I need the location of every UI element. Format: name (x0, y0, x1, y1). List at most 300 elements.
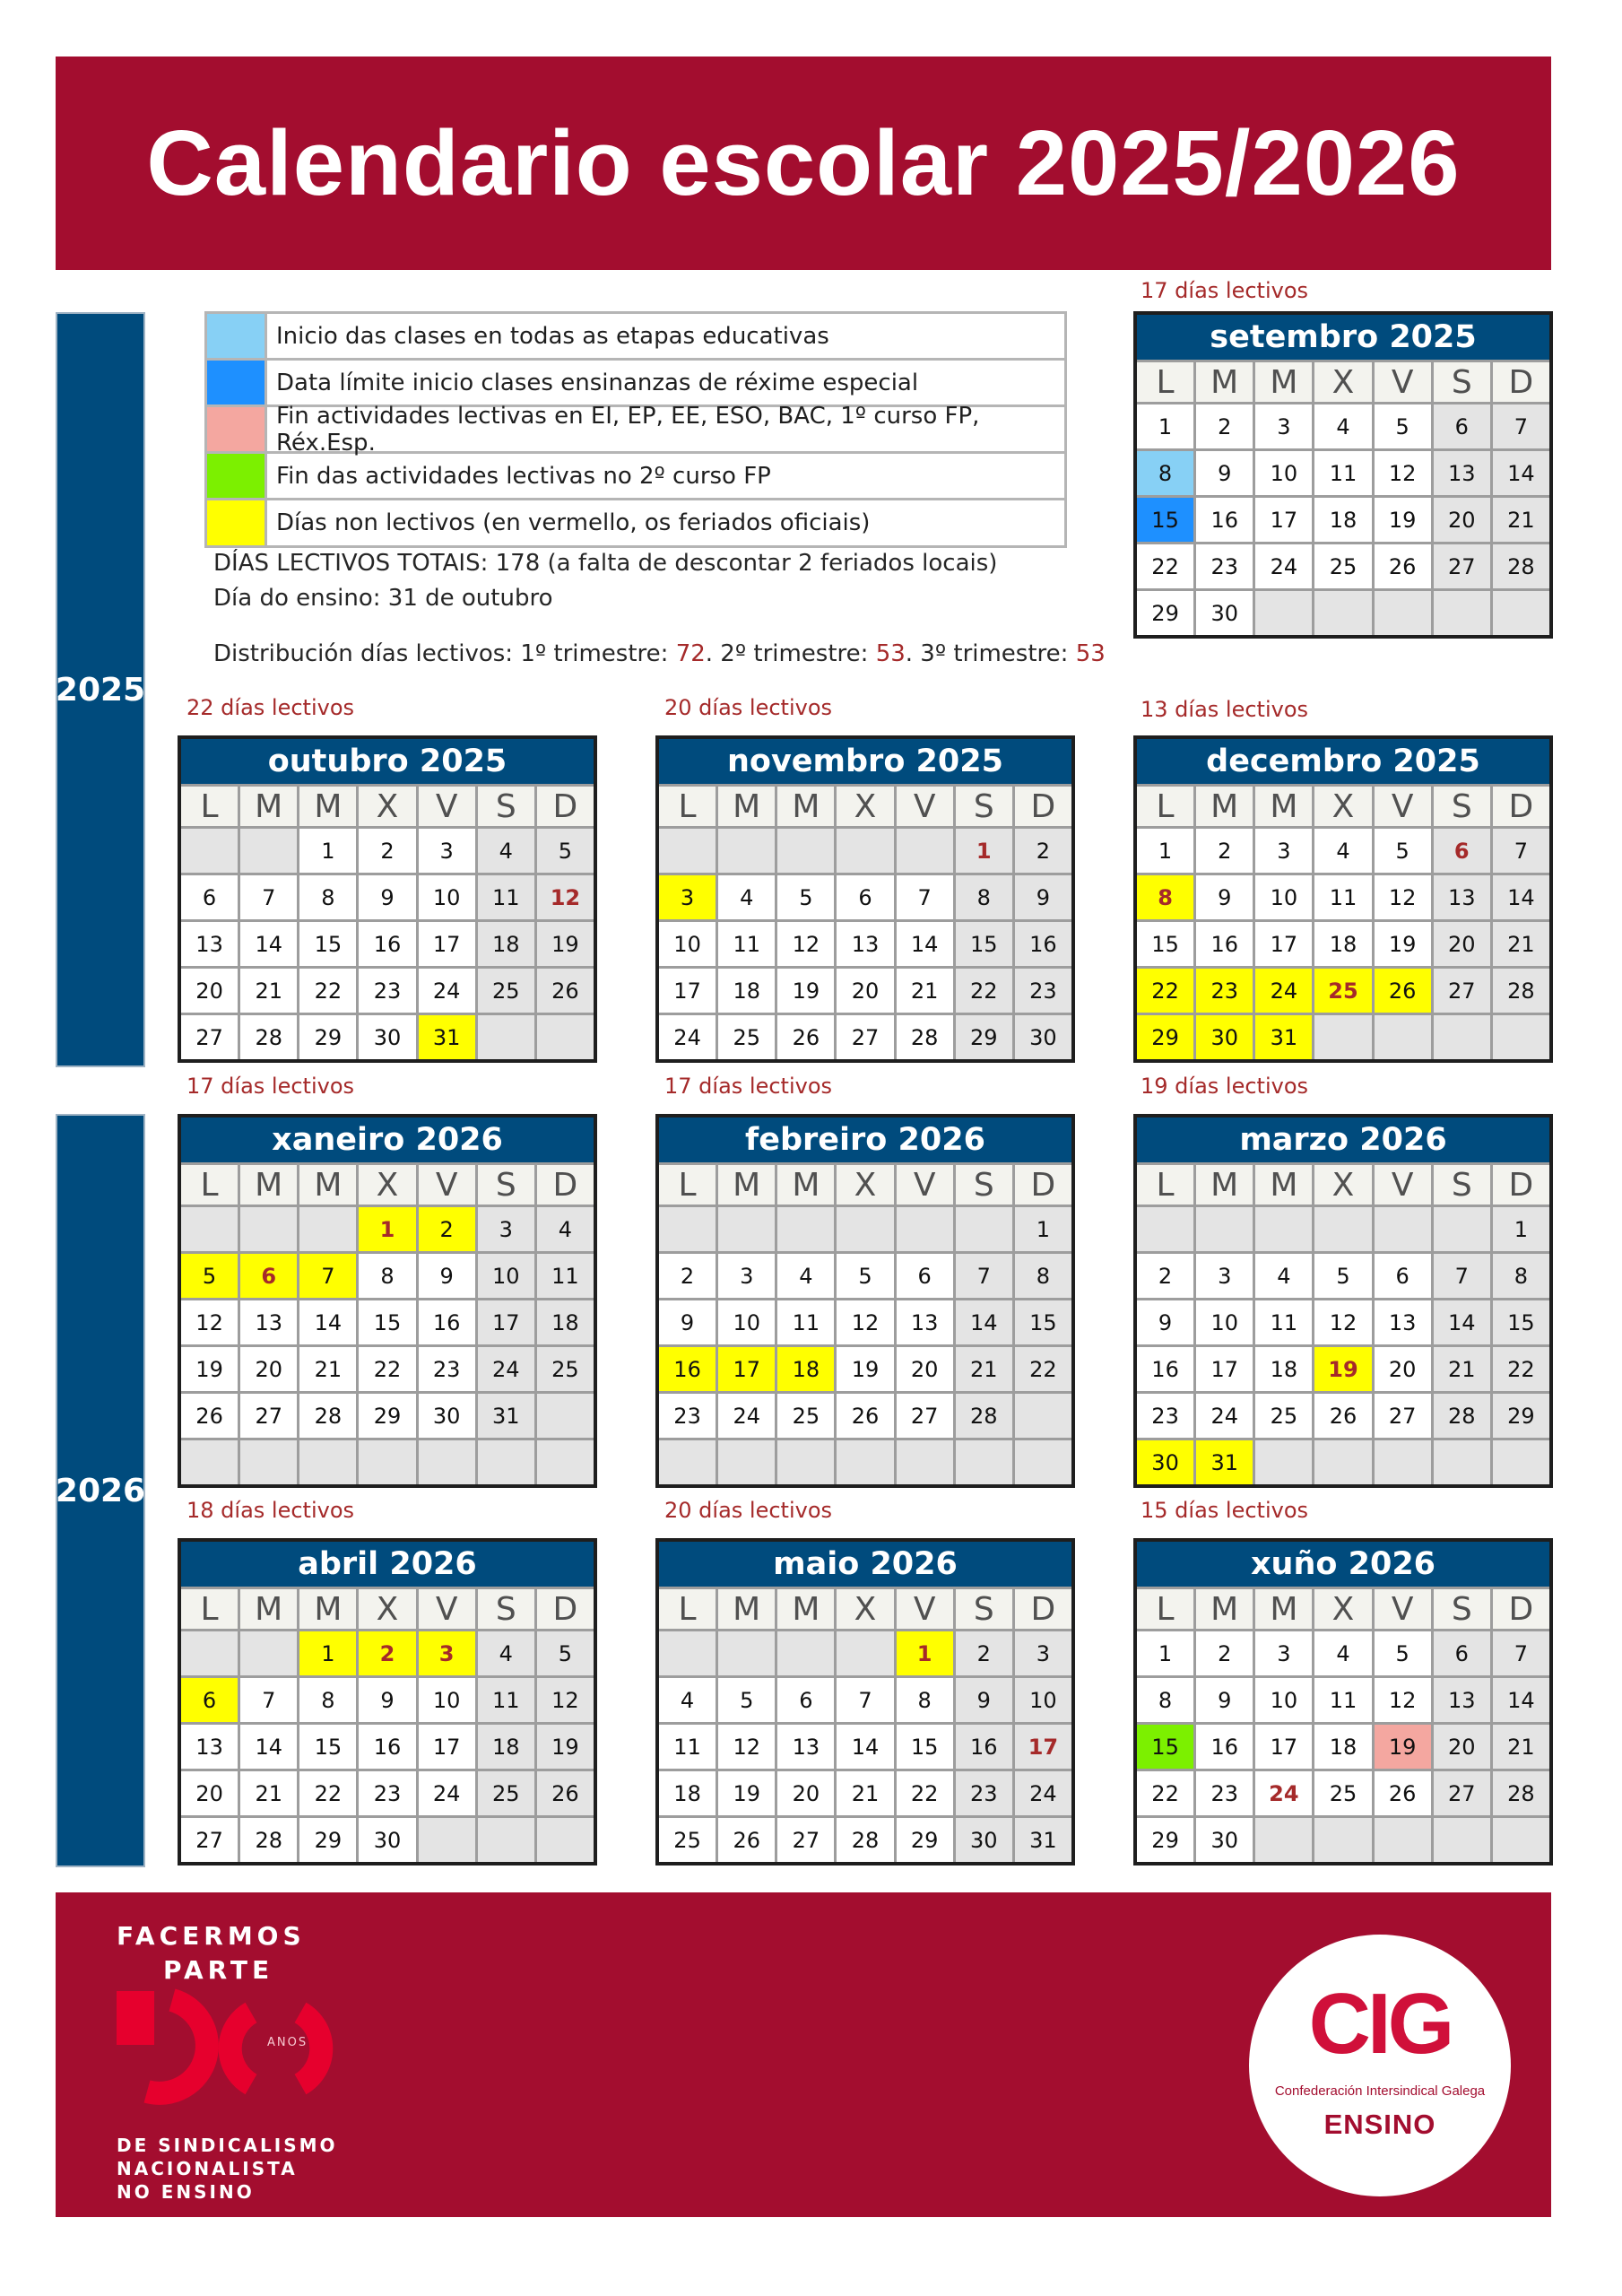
month-calendar (1133, 1538, 1553, 1866)
day-cell: 1 (956, 829, 1012, 873)
weekday-header: S (1434, 1165, 1490, 1205)
empty-cell (1434, 1207, 1490, 1251)
day-cell: 12 (537, 1678, 594, 1722)
day-cell: 28 (299, 1394, 356, 1438)
day-cell: 27 (1434, 1771, 1490, 1815)
day-cell: 5 (1375, 404, 1431, 448)
lective-days-label: 17 días lectivos (664, 1074, 833, 1099)
day-cell: 1 (897, 1631, 953, 1675)
month-title: setembro 2025 (1137, 315, 1549, 360)
day-cell: 8 (1137, 875, 1193, 919)
month-calendar (178, 1114, 597, 1488)
day-cell: 30 (1015, 1015, 1071, 1059)
day-cell: 1 (299, 829, 356, 873)
day-cell: 20 (897, 1347, 953, 1391)
legend-swatch (207, 500, 267, 545)
empty-cell (478, 1818, 534, 1862)
empty-cell (837, 829, 893, 873)
weekday-header: D (1493, 787, 1549, 826)
day-cell: 20 (1434, 922, 1490, 966)
day-cell: 30 (359, 1818, 415, 1862)
day-cell: 28 (240, 1015, 297, 1059)
weekday-header: M (299, 1165, 356, 1205)
title-banner (56, 57, 1551, 270)
empty-cell (659, 829, 716, 873)
day-cell: 16 (1137, 1347, 1193, 1391)
day-cell: 11 (478, 875, 534, 919)
day-cell: 31 (1255, 1015, 1312, 1059)
day-cell: 19 (181, 1347, 238, 1391)
weekday-header: M (1196, 362, 1253, 402)
day-cell: 13 (837, 922, 893, 966)
day-cell: 23 (1196, 1771, 1253, 1815)
weekday-header: M (1255, 1589, 1312, 1629)
day-cell: 14 (299, 1300, 356, 1344)
weekday-header: M (240, 787, 297, 826)
year-label-2025: 2025 (55, 671, 146, 709)
day-cell: 17 (1015, 1725, 1071, 1769)
empty-cell (1375, 1818, 1431, 1862)
logo-bottom-3: NO ENSINO (117, 2181, 255, 2203)
day-cell: 5 (837, 1254, 893, 1298)
day-cell: 13 (897, 1300, 953, 1344)
day-cell: 20 (777, 1771, 834, 1815)
day-cell: 17 (718, 1347, 775, 1391)
weekday-header: V (1375, 1165, 1431, 1205)
day-cell: 16 (1196, 922, 1253, 966)
day-cell: 22 (1137, 969, 1193, 1013)
day-cell: 11 (777, 1300, 834, 1344)
day-cell: 21 (956, 1347, 1012, 1391)
day-cell: 18 (1314, 498, 1371, 542)
day-cell: 25 (718, 1015, 775, 1059)
day-cell: 15 (299, 922, 356, 966)
day-cell: 3 (478, 1207, 534, 1251)
day-cell: 23 (659, 1394, 716, 1438)
day-cell: 24 (718, 1394, 775, 1438)
empty-cell (1375, 591, 1431, 635)
day-cell: 14 (1493, 451, 1549, 495)
legend-label: Fin das actividades lectivas no 2º curso FP (276, 462, 771, 490)
empty-cell (478, 1015, 534, 1059)
day-cell: 13 (181, 1725, 238, 1769)
cig-letters: CIG (1308, 1976, 1452, 2072)
weekday-header: V (897, 1589, 953, 1629)
day-cell: 3 (419, 1631, 475, 1675)
day-cell: 4 (718, 875, 775, 919)
legend-item (207, 402, 1064, 457)
day-cell: 7 (240, 1678, 297, 1722)
day-cell: 3 (1015, 1631, 1071, 1675)
day-cell: 10 (718, 1300, 775, 1344)
day-cell: 7 (1493, 829, 1549, 873)
weekday-header: D (1493, 1165, 1549, 1205)
empty-cell (1314, 1207, 1371, 1251)
day-cell: 17 (659, 969, 716, 1013)
day-cell: 21 (1493, 922, 1549, 966)
legend-item (207, 454, 1064, 500)
day-cell: 28 (1493, 544, 1549, 588)
day-cell: 26 (1375, 544, 1431, 588)
day-cell: 27 (897, 1394, 953, 1438)
day-cell: 12 (777, 922, 834, 966)
weekday-header: L (1137, 787, 1193, 826)
day-cell: 13 (181, 922, 238, 966)
day-cell: 15 (359, 1300, 415, 1344)
fifty-years-logo (117, 1921, 403, 2203)
day-cell: 8 (897, 1678, 953, 1722)
day-cell: 19 (1375, 1725, 1431, 1769)
month-calendar (655, 1114, 1075, 1488)
empty-cell (1255, 1818, 1312, 1862)
empty-cell (659, 1440, 716, 1484)
day-cell: 7 (240, 875, 297, 919)
day-cell: 19 (718, 1771, 775, 1815)
empty-cell (718, 1440, 775, 1484)
lective-days-label: 18 días lectivos (186, 1498, 355, 1523)
legend-item (207, 500, 1064, 545)
weekday-header: M (240, 1165, 297, 1205)
day-cell: 8 (359, 1254, 415, 1298)
empty-cell (1493, 1440, 1549, 1484)
day-cell: 24 (419, 969, 475, 1013)
month-title: maio 2026 (659, 1542, 1071, 1587)
day-cell: 14 (1493, 1678, 1549, 1722)
weekday-header: X (359, 787, 415, 826)
day-cell: 26 (718, 1818, 775, 1862)
day-cell: 5 (1314, 1254, 1371, 1298)
day-cell: 21 (299, 1347, 356, 1391)
day-grid (1137, 360, 1549, 635)
day-cell: 19 (537, 922, 594, 966)
day-cell: 27 (1434, 544, 1490, 588)
weekday-header: V (897, 787, 953, 826)
weekday-header: D (1015, 787, 1071, 826)
empty-cell (659, 1207, 716, 1251)
day-grid (659, 784, 1071, 1059)
empty-cell (956, 1207, 1012, 1251)
day-cell: 11 (1314, 451, 1371, 495)
day-cell: 8 (1137, 451, 1193, 495)
weekday-header: X (1314, 787, 1371, 826)
weekday-header: S (956, 1589, 1012, 1629)
day-cell: 12 (837, 1300, 893, 1344)
day-cell: 22 (1493, 1347, 1549, 1391)
day-cell: 22 (897, 1771, 953, 1815)
weekday-header: S (1434, 787, 1490, 826)
weekday-header: S (478, 1165, 534, 1205)
day-cell: 23 (419, 1347, 475, 1391)
day-cell: 6 (1434, 404, 1490, 448)
day-cell: 1 (1493, 1207, 1549, 1251)
day-cell: 29 (956, 1015, 1012, 1059)
day-cell: 22 (1137, 1771, 1193, 1815)
day-cell: 18 (1314, 922, 1371, 966)
day-cell: 3 (1255, 829, 1312, 873)
day-cell: 9 (659, 1300, 716, 1344)
day-cell: 29 (897, 1818, 953, 1862)
day-cell: 6 (777, 1678, 834, 1722)
cig-subtitle: Confederación Intersindical Galega (1274, 2083, 1486, 2099)
day-cell: 21 (1434, 1347, 1490, 1391)
day-cell: 17 (1196, 1347, 1253, 1391)
day-cell: 19 (837, 1347, 893, 1391)
lective-days-label: 20 días lectivos (664, 695, 833, 720)
fifty-graphic-icon (117, 1984, 359, 2109)
weekday-header: X (837, 1589, 893, 1629)
day-cell: 12 (1375, 1678, 1431, 1722)
day-cell: 4 (1314, 404, 1371, 448)
logo-anos: ANOS (267, 2036, 308, 2049)
empty-cell (718, 829, 775, 873)
day-cell: 23 (359, 969, 415, 1013)
day-cell: 22 (956, 969, 1012, 1013)
teaching-day-text: Día do ensino: 31 de outubro (213, 585, 553, 612)
weekday-header: D (537, 1589, 594, 1629)
day-cell: 24 (1196, 1394, 1253, 1438)
day-cell: 13 (1434, 451, 1490, 495)
day-cell: 28 (1493, 969, 1549, 1013)
day-cell: 1 (1137, 404, 1193, 448)
day-cell: 14 (837, 1725, 893, 1769)
day-cell: 5 (777, 875, 834, 919)
day-cell: 6 (1375, 1254, 1431, 1298)
weekday-header: D (537, 1165, 594, 1205)
day-cell: 6 (181, 1678, 238, 1722)
day-cell: 14 (956, 1300, 1012, 1344)
day-cell: 27 (777, 1818, 834, 1862)
weekday-header: V (419, 1165, 475, 1205)
day-cell: 12 (181, 1300, 238, 1344)
day-cell: 9 (359, 1678, 415, 1722)
day-cell: 28 (1493, 1771, 1549, 1815)
weekday-header: M (240, 1589, 297, 1629)
day-cell: 22 (1137, 544, 1193, 588)
weekday-header: V (419, 787, 475, 826)
day-cell: 22 (359, 1347, 415, 1391)
day-cell: 16 (359, 1725, 415, 1769)
day-cell: 27 (181, 1015, 238, 1059)
day-cell: 7 (1493, 404, 1549, 448)
day-cell: 4 (537, 1207, 594, 1251)
weekday-header: M (1196, 1165, 1253, 1205)
day-cell: 25 (478, 1771, 534, 1815)
day-cell: 23 (1196, 969, 1253, 1013)
day-cell: 5 (537, 829, 594, 873)
day-cell: 2 (956, 1631, 1012, 1675)
day-cell: 6 (1434, 829, 1490, 873)
empty-cell (478, 1440, 534, 1484)
weekday-header: L (1137, 1589, 1193, 1629)
lective-days-label: 20 días lectivos (664, 1498, 833, 1523)
day-cell: 25 (537, 1347, 594, 1391)
day-cell: 9 (1196, 451, 1253, 495)
day-cell: 20 (1434, 1725, 1490, 1769)
lective-days-label: 17 días lectivos (186, 1074, 355, 1099)
day-cell: 16 (1196, 498, 1253, 542)
day-cell: 2 (419, 1207, 475, 1251)
month-title: xuño 2026 (1137, 1542, 1549, 1587)
lective-days-label: 22 días lectivos (186, 695, 355, 720)
empty-cell (1255, 591, 1312, 635)
day-cell: 24 (1255, 544, 1312, 588)
weekday-header: X (837, 787, 893, 826)
weekday-header: V (1375, 787, 1431, 826)
day-cell: 30 (956, 1818, 1012, 1862)
day-cell: 9 (1196, 1678, 1253, 1722)
day-cell: 4 (777, 1254, 834, 1298)
day-cell: 4 (1314, 829, 1371, 873)
weekday-header: S (478, 787, 534, 826)
day-cell: 22 (299, 1771, 356, 1815)
empty-cell (777, 829, 834, 873)
day-cell: 8 (1493, 1254, 1549, 1298)
day-cell: 12 (1314, 1300, 1371, 1344)
weekday-header: X (359, 1165, 415, 1205)
day-cell: 5 (1375, 1631, 1431, 1675)
day-cell: 26 (537, 1771, 594, 1815)
day-cell: 24 (1255, 1771, 1312, 1815)
empty-cell (1015, 1394, 1071, 1438)
logo-line-2: PARTE (163, 1955, 274, 1985)
day-cell: 11 (659, 1725, 716, 1769)
day-cell: 9 (1015, 875, 1071, 919)
day-cell: 19 (1375, 498, 1431, 542)
day-cell: 20 (181, 969, 238, 1013)
day-cell: 9 (1196, 875, 1253, 919)
weekday-header: X (359, 1589, 415, 1629)
day-cell: 11 (718, 922, 775, 966)
empty-cell (1314, 591, 1371, 635)
day-cell: 31 (1015, 1818, 1071, 1862)
day-grid (181, 784, 594, 1059)
year-label-2026: 2026 (55, 1472, 146, 1509)
weekday-header: L (659, 787, 716, 826)
empty-cell (1493, 1015, 1549, 1059)
day-cell: 27 (1434, 969, 1490, 1013)
day-cell: 18 (1314, 1725, 1371, 1769)
day-cell: 18 (718, 969, 775, 1013)
day-cell: 31 (419, 1015, 475, 1059)
day-cell: 10 (1196, 1300, 1253, 1344)
day-cell: 15 (1137, 498, 1193, 542)
weekday-header: M (718, 1165, 775, 1205)
day-cell: 14 (1493, 875, 1549, 919)
weekday-header: M (777, 1589, 834, 1629)
day-cell: 7 (837, 1678, 893, 1722)
empty-cell (181, 1631, 238, 1675)
day-cell: 29 (299, 1015, 356, 1059)
day-cell: 27 (837, 1015, 893, 1059)
day-cell: 16 (659, 1347, 716, 1391)
day-cell: 15 (956, 922, 1012, 966)
day-cell: 16 (1196, 1725, 1253, 1769)
day-cell: 27 (240, 1394, 297, 1438)
weekday-header: S (478, 1589, 534, 1629)
day-grid (1137, 1162, 1549, 1484)
day-cell: 25 (1314, 969, 1371, 1013)
day-cell: 9 (419, 1254, 475, 1298)
weekday-header: V (897, 1165, 953, 1205)
day-cell: 8 (299, 1678, 356, 1722)
legend-label: Días non lectivos (en vermello, os feriados oficiais) (276, 509, 871, 536)
legend-swatch (207, 407, 267, 451)
day-cell: 30 (1196, 1015, 1253, 1059)
empty-cell (537, 1394, 594, 1438)
empty-cell (1375, 1015, 1431, 1059)
day-cell: 4 (659, 1678, 716, 1722)
day-cell: 15 (1015, 1300, 1071, 1344)
empty-cell (537, 1015, 594, 1059)
day-cell: 23 (1196, 544, 1253, 588)
day-cell: 29 (1137, 591, 1193, 635)
day-cell: 30 (1196, 591, 1253, 635)
legend-item (207, 361, 1064, 407)
day-cell: 17 (419, 1725, 475, 1769)
empty-cell (299, 1440, 356, 1484)
day-cell: 5 (1375, 829, 1431, 873)
day-cell: 20 (181, 1771, 238, 1815)
day-cell: 18 (1255, 1347, 1312, 1391)
empty-cell (956, 1440, 1012, 1484)
weekday-header: X (1314, 1589, 1371, 1629)
day-cell: 4 (478, 829, 534, 873)
day-cell: 25 (478, 969, 534, 1013)
empty-cell (1314, 1015, 1371, 1059)
day-cell: 8 (299, 875, 356, 919)
day-cell: 14 (1434, 1300, 1490, 1344)
legend-swatch (207, 361, 267, 404)
day-cell: 23 (1015, 969, 1071, 1013)
empty-cell (897, 1207, 953, 1251)
day-cell: 5 (181, 1254, 238, 1298)
empty-cell (240, 1631, 297, 1675)
weekday-header: V (1375, 362, 1431, 402)
day-cell: 20 (837, 969, 893, 1013)
day-cell: 1 (299, 1631, 356, 1675)
month-calendar (178, 735, 597, 1063)
weekday-header: D (1493, 362, 1549, 402)
day-cell: 17 (419, 922, 475, 966)
day-cell: 24 (659, 1015, 716, 1059)
day-cell: 20 (240, 1347, 297, 1391)
day-cell: 26 (1314, 1394, 1371, 1438)
empty-cell (240, 1207, 297, 1251)
day-cell: 21 (1493, 498, 1549, 542)
day-cell: 26 (837, 1394, 893, 1438)
empty-cell (1314, 1440, 1371, 1484)
weekday-header: D (1015, 1165, 1071, 1205)
weekday-header: M (1255, 1165, 1312, 1205)
day-cell: 24 (1255, 969, 1312, 1013)
day-cell: 19 (1314, 1347, 1371, 1391)
empty-cell (897, 1440, 953, 1484)
day-cell: 13 (1434, 1678, 1490, 1722)
weekday-header: V (1375, 1589, 1431, 1629)
weekday-header: S (956, 1165, 1012, 1205)
day-cell: 1 (1015, 1207, 1071, 1251)
day-cell: 8 (1137, 1678, 1193, 1722)
weekday-header: M (718, 1589, 775, 1629)
day-cell: 16 (1015, 922, 1071, 966)
weekday-header: V (419, 1589, 475, 1629)
day-cell: 11 (478, 1678, 534, 1722)
day-cell: 3 (1255, 1631, 1312, 1675)
legend-swatch (207, 314, 267, 358)
day-cell: 28 (1434, 1394, 1490, 1438)
day-cell: 10 (1015, 1678, 1071, 1722)
day-cell: 15 (1493, 1300, 1549, 1344)
